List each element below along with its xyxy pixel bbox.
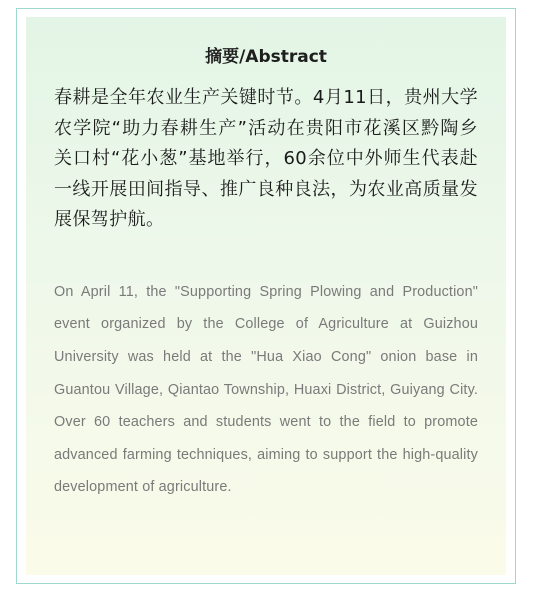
- abstract-card: [16, 8, 516, 584]
- english-abstract-text: On April 11, the "Supporting Spring Plowing and Production" event organized by the College of Agriculture at Guizhou University was held at the "Hua Xiao Cong" onion base in Guantou Village, Qiantao Township, Huaxi District, Guiyang City. Over 60 teachers and students went to the field to promote advanced farming techniques, aiming to support the high-quality development of agriculture.: [54, 283, 478, 496]
- abstract-title: 摘要/Abstract: [205, 47, 327, 67]
- abstract-panel: [26, 17, 506, 575]
- chinese-abstract-text: 春耕是全年农业生产关键时节。4月11日，贵州大学农学院“助力春耕生产”活动在贵阳市花溪区黔陶乡关口村“花小葱”基地举行，60余位中外师生代表赴一线开展田间指导、推广良种良法，为农业高质量发展保驾护航。: [54, 87, 478, 231]
